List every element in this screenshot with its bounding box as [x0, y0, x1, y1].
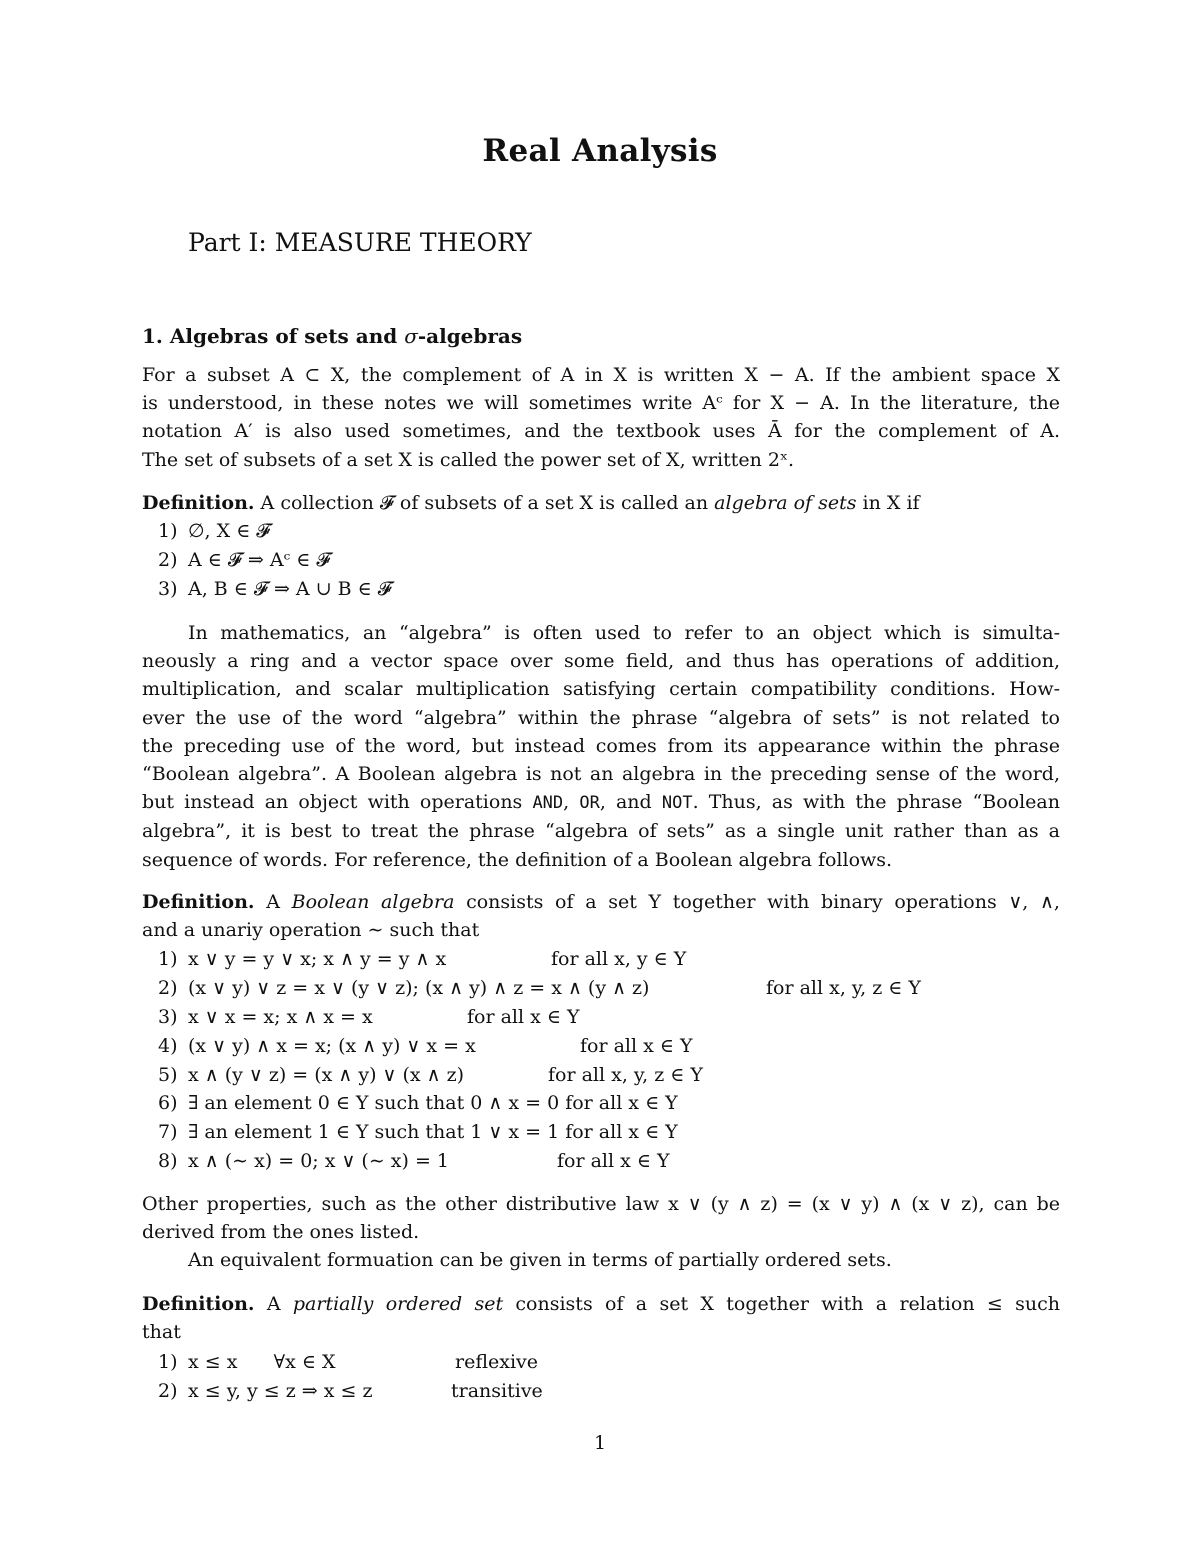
section-number: 1.	[142, 324, 163, 348]
remark-line: ever the use of the word “algebra” within the phrase “algebra of sets” is not related to	[142, 706, 1060, 729]
remark-paragraph	[142, 619, 1060, 874]
item-expression: A ∈ 𝓕 ⇒ Aᶜ ∈ 𝓕	[188, 548, 331, 571]
item-number: 7)	[158, 1121, 178, 1144]
definition-algebra-of-sets	[142, 489, 1060, 517]
list-item	[158, 546, 392, 575]
definition-line: and a unariy operation ∼ such that	[142, 919, 480, 942]
remark-line: neously a ring and a vector space over some field, and thus has operations of addition,	[142, 650, 1060, 673]
definition-text-pre: A collection 𝓕 of subsets of a set X is called an	[254, 492, 715, 514]
intro-line: The set of subsets of a set X is called the power set of X, written 2ˣ.	[142, 448, 795, 471]
item-number: 6)	[158, 1092, 178, 1115]
definition-line: that	[142, 1321, 181, 1344]
item-number: 1)	[158, 1351, 178, 1373]
definition-partially-ordered-set	[142, 1290, 1060, 1346]
definition-algebra-list	[158, 517, 392, 604]
paragraph-line: Other properties, such as the other distributive law x ∨ (y ∧ z) = (x ∨ y) ∧ (x ∨ z), can be	[142, 1193, 1060, 1215]
paragraph-line: An equivalent formuation can be given in terms of partially ordered sets.	[188, 1249, 892, 1272]
definition-boolean-algebra	[142, 888, 1060, 944]
item-number: 5)	[158, 1063, 178, 1086]
op-or: OR	[579, 793, 600, 814]
definition-text-pre: A	[254, 891, 292, 913]
item-expression: (x ∨ y) ∧ x = x; (x ∧ y) ∨ x = x	[188, 1034, 476, 1057]
poset-axioms-list	[158, 1348, 543, 1406]
remark-line: the preceding use of the word, but instead comes from its appearance within the phrase	[142, 734, 1060, 757]
list-item	[158, 1348, 539, 1377]
definition-line	[142, 888, 1060, 916]
definition-label: Definition.	[142, 1293, 255, 1315]
definition-text-pre: A	[254, 1293, 293, 1315]
item-expression: A, B ∈ 𝓕 ⇒ A ∪ B ∈ 𝓕	[188, 577, 392, 600]
remark-line: sequence of words. For reference, the definition of a Boolean algebra follows.	[142, 848, 893, 871]
item-expression: x ∧ (∼ x) = 0; x ∨ (∼ x) = 1	[188, 1150, 450, 1173]
other-properties-paragraph	[142, 1190, 1060, 1275]
item-number: 2)	[158, 548, 178, 571]
section-title-post: -algebras	[417, 324, 523, 348]
item-number: 2)	[158, 1379, 178, 1402]
item-condition: for all x, y, z ∈ Y	[548, 1063, 703, 1086]
item-expression: ∃ an element 0 ∈ Y such that 0 ∧ x = 0 for all x ∈ Y	[188, 1092, 678, 1115]
definition-label: Definition.	[142, 891, 255, 913]
list-item	[158, 1089, 678, 1118]
sigma-symbol: σ	[404, 324, 418, 348]
definition-term: Boolean algebra	[291, 891, 455, 913]
item-expression: x ∨ y = y ∨ x; x ∧ y = y ∧ x	[188, 948, 447, 970]
paragraph-line: derived from the ones listed.	[142, 1221, 420, 1244]
remark-text: but instead an object with operations	[142, 791, 533, 814]
item-condition: reflexive	[455, 1351, 539, 1373]
intro-line: is understood, in these notes we will sometimes write Aᶜ for X − A. In the literature, the	[142, 392, 1060, 415]
item-condition: transitive	[451, 1379, 543, 1402]
definition-text-post: consists of a set Y together with binary operations ∨, ∧,	[454, 891, 1060, 913]
definition-text-post: consists of a set X together with a relation ≤ such	[503, 1293, 1060, 1315]
boolean-axioms-list	[158, 945, 921, 1176]
item-number: 1)	[158, 520, 178, 542]
definition-line	[142, 489, 1060, 517]
list-item	[158, 945, 687, 974]
item-number: 4)	[158, 1034, 178, 1057]
remark-line: “Boolean algebra”. A Boolean algebra is not an algebra in the preceding sense of the word,	[142, 763, 1060, 786]
item-expression: (x ∨ y) ∨ z = x ∨ (y ∨ z); (x ∧ y) ∧ z = x ∧ (y ∧ z)	[188, 976, 650, 999]
item-expression: x ≤ y, y ≤ z ⇒ x ≤ z	[188, 1379, 373, 1402]
item-number: 8)	[158, 1150, 178, 1173]
remark-line: multiplication, and scalar multiplication satisfying certain compatibility conditions. How-	[142, 678, 1060, 701]
intro-line: For a subset A ⊂ X, the complement of A in X is written X − A. If the ambient space X	[142, 364, 1060, 386]
list-item	[158, 1061, 703, 1090]
list-item	[158, 974, 921, 1003]
item-condition: for all x ∈ Y	[467, 1005, 580, 1028]
section-heading	[142, 324, 522, 348]
item-condition: for all x ∈ Y	[580, 1034, 693, 1057]
item-number: 3)	[158, 577, 178, 600]
remark-line: algebra”, it is best to treat the phrase “algebra of sets” as a single unit rather than as a	[142, 820, 1060, 843]
item-expression: x ≤ x ∀x ∈ X	[188, 1351, 336, 1373]
item-condition: for all x, y, z ∈ Y	[766, 976, 921, 999]
op-not: NOT	[661, 793, 693, 814]
item-number: 1)	[158, 948, 178, 970]
list-item	[158, 517, 392, 546]
intro-line: notation A′ is also used sometimes, and the textbook uses Ā for the complement of A.	[142, 420, 1060, 443]
remark-text: . Thus, as with the phrase “Boolean	[692, 791, 1060, 814]
page-number: 1	[593, 1432, 607, 1454]
definition-term: partially ordered set	[292, 1293, 504, 1315]
list-item	[158, 1032, 693, 1061]
item-number: 2)	[158, 976, 178, 999]
part-heading: Part I: MEASURE THEORY	[188, 228, 532, 257]
item-expression: ∃ an element 1 ∈ Y such that 1 ∨ x = 1 for all x ∈ Y	[188, 1121, 678, 1144]
definition-label: Definition.	[142, 492, 255, 514]
list-item	[158, 575, 392, 604]
section-title-pre: Algebras of sets and	[169, 324, 405, 348]
list-item	[158, 1118, 678, 1147]
list-item	[158, 1377, 543, 1406]
item-number: 3)	[158, 1005, 178, 1028]
remark-line: In mathematics, an “algebra” is often used to refer to an object which is simulta-	[188, 622, 1060, 644]
document-title: Real Analysis	[482, 133, 718, 169]
intro-paragraph	[142, 361, 1060, 474]
op-and: AND	[532, 793, 564, 814]
remark-line	[142, 788, 1060, 817]
remark-text: , and	[599, 791, 662, 814]
item-expression: x ∨ x = x; x ∧ x = x	[188, 1005, 373, 1028]
definition-term: algebra of sets	[714, 492, 857, 514]
item-expression: ∅, X ∈ 𝓕	[188, 520, 271, 542]
list-item	[158, 1003, 678, 1032]
definition-line	[142, 1290, 1060, 1318]
list-item	[158, 1147, 678, 1176]
remark-text: ,	[563, 791, 580, 814]
item-expression: x ∧ (y ∨ z) = (x ∧ y) ∨ (x ∧ z)	[188, 1063, 465, 1086]
item-condition: for all x ∈ Y	[557, 1150, 670, 1173]
item-condition: for all x, y ∈ Y	[551, 948, 687, 970]
definition-text-post: in X if	[856, 492, 920, 514]
